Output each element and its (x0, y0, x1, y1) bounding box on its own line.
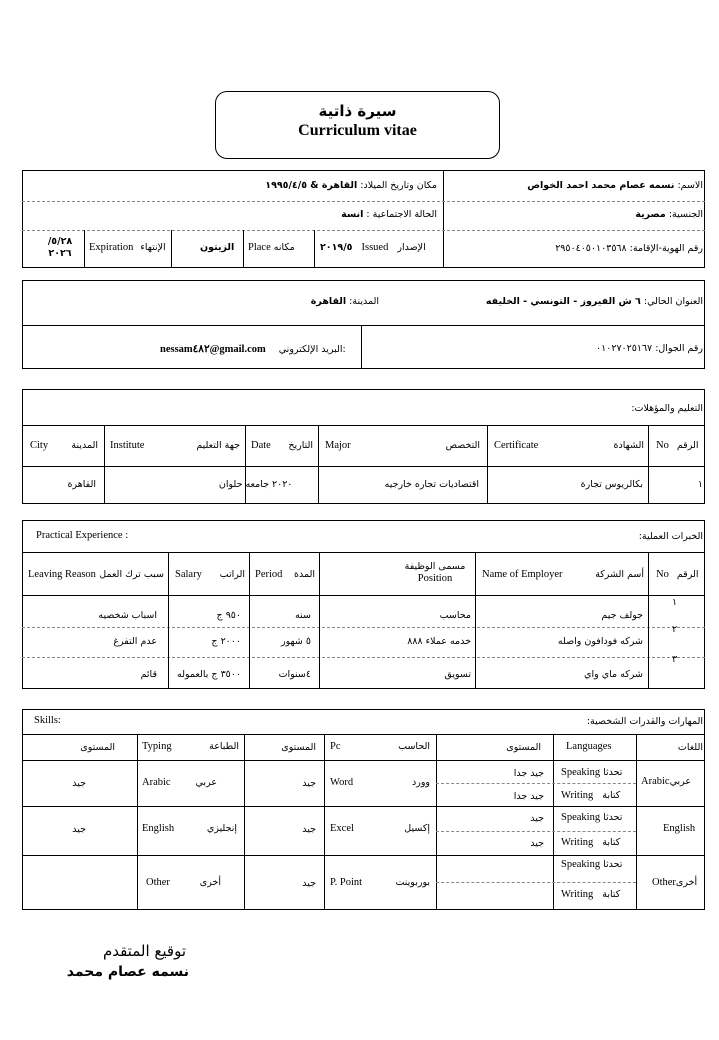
exp-header-position: مسمى الوظيفة Position (404, 561, 466, 584)
skills-label-en: Skills: (34, 715, 61, 726)
pc-2-level: جيد (302, 824, 316, 835)
edu-row-inst: جامعه حلوان (218, 479, 269, 490)
exp-row-1-period: سنه (295, 610, 311, 621)
skills-header-pc: Pc الحاسب (330, 741, 430, 752)
skills-header-lang-en: Languages (566, 741, 612, 752)
nationality-row (635, 209, 703, 220)
city-value: القاهرة (310, 296, 347, 307)
marital-value: انسة (341, 209, 364, 220)
title-box (215, 91, 500, 159)
edu-row-cert: بكالريوس تجارة (580, 479, 643, 490)
id-value: ٢٩٥٠٤٠٥٠١٠٣٥٦٨ (555, 243, 627, 254)
exp-row-1-reason: اسباب شخصيه (98, 610, 157, 621)
lang-3-speaking: Speaking تحدثا (561, 859, 623, 870)
edu-header-date: Date التاريخ (251, 440, 313, 451)
exp-row-1-no: ١ (672, 597, 678, 608)
title-english: Curriculum vitae (298, 122, 417, 139)
email-value: nessam٤٨٢@gmail.com (160, 344, 266, 355)
lang-3-writing: Writing كتابة (561, 889, 621, 900)
nationality-label: الجنسية: (668, 209, 703, 220)
skills-header-typing-level: المستوى (80, 742, 115, 753)
place-value: الزيتون (200, 242, 235, 253)
typing-1-level: جيد (72, 778, 86, 789)
skills-header-lang-level: المستوى (506, 742, 541, 753)
place-label-en: Place (248, 242, 271, 253)
experience-box (22, 520, 705, 689)
exp-row-2-period: ٥ شهور (281, 636, 311, 647)
issue-label-en: Issued (361, 242, 389, 253)
lang-1-name: Arabicعربي (641, 776, 692, 787)
email-row (160, 343, 346, 355)
title-arabic: سيرة ذاتية (318, 102, 397, 120)
mobile-row (596, 343, 703, 354)
lang-1-speaking-level: جيد جدا (513, 768, 544, 779)
expiry-date: /٥/٢٨ ٢٠٢٦ (47, 236, 73, 259)
skills-label-ar: المهارات والقدرات الشخصية: (586, 716, 703, 727)
typing-1: Arabic عربي (142, 777, 217, 788)
exp-header-reason: Leaving Reason سبب ترك العمل (28, 569, 164, 580)
lang-1-writing-level: جيد جدا (513, 791, 544, 802)
issue-cell (320, 242, 440, 253)
signature-label: توقيع المتقدم (102, 942, 186, 960)
exp-row-3-position: تسويق (444, 669, 471, 680)
address-label: العنوان الحالي: (643, 296, 703, 307)
edu-header-inst: Institute جهة التعليم (110, 440, 240, 451)
address-value: ٦ ش الفيروز - التونسي - الخليفه (485, 296, 641, 307)
exp-row-2-employer: شركه فودافون واصله (557, 636, 643, 647)
typing-2-level: جيد (72, 824, 86, 835)
marital-row (341, 209, 437, 220)
mobile-label: رقم الجوال: (655, 343, 703, 354)
lang-1-speaking: Speaking تحدثا (561, 767, 623, 778)
pc-3-level: جيد (302, 878, 316, 889)
exp-row-3-period: ٤سنوات (278, 669, 311, 680)
exp-header-salary: Salary الراتب (175, 569, 245, 580)
exp-header-no: No الرقم (656, 569, 699, 580)
edu-row-date: ٢٠٢٠ (272, 479, 293, 490)
pc-1: Word وورد (330, 777, 430, 788)
exp-row-3-employer: شركه ماي واي (584, 669, 643, 680)
birth-label: مكان وتاريخ الميلاد: (360, 180, 437, 191)
edu-header-cert: Certificate الشهادة (494, 440, 644, 451)
lang-3-name: Otherأخرى (652, 877, 698, 888)
birth-value: القاهرة & ١٩٩٥/٤/٥ (265, 180, 358, 191)
lang-2-writing: Writing كتابة (561, 837, 621, 848)
experience-label-ar: الخبرات العملية: (638, 531, 703, 542)
marital-label: الحالة الاجتماعية : (366, 209, 437, 220)
experience-label-en: Practical Experience : (36, 530, 129, 541)
issue-label-ar: الإصدار (397, 242, 426, 253)
pc-1-level: جيد (302, 778, 316, 789)
edu-row-city: القاهرة (67, 479, 96, 490)
place-label-ar: مكانه (273, 242, 295, 253)
exp-row-1-salary: ٩٥٠ ج (216, 610, 241, 621)
exp-row-2-salary: ٢٠٠٠ ج (211, 636, 241, 647)
expiry-label-en: Expiration (89, 242, 134, 253)
id-row (555, 243, 703, 254)
email-label: البريد الإلكتروني: (278, 344, 346, 355)
name-label: الاسم: (677, 180, 703, 191)
exp-row-3-no: ٣ (672, 654, 678, 665)
exp-header-period: Period المدة (255, 569, 315, 580)
lang-2-speaking-level: جيد (530, 813, 544, 824)
edu-header-major: Major التخصص (325, 440, 480, 451)
city-row (311, 296, 379, 307)
birth-row (265, 180, 437, 191)
exp-row-2-position: خدمه عملاء ٨٨٨ (407, 636, 471, 647)
name-row (527, 180, 703, 191)
pc-2: Excel إكسيل (330, 823, 430, 834)
lang-2-writing-level: جيد (530, 838, 544, 849)
expiry-label-ar: الإنتهاء (140, 242, 166, 253)
skills-header-typing: Typing الطباعة (142, 741, 239, 752)
lang-2-speaking: Speaking تحدثا (561, 812, 623, 823)
exp-row-2-no: ٢ (672, 624, 678, 635)
id-label: رقم الهوية-الإقامة: (629, 243, 703, 254)
exp-header-employer: Name of Employer أسم الشركة (482, 569, 644, 580)
exp-row-3-salary: ٣٥٠٠ ج بالعموله (177, 669, 241, 680)
skills-header-pc-level: المستوى (281, 742, 316, 753)
nationality-value: مصرية (635, 209, 666, 220)
name-value: نسمه عصام محمد احمد الخواص (527, 180, 675, 191)
exp-row-1-position: محاسب (439, 610, 471, 621)
edu-row-no: ١ (697, 479, 703, 490)
issue-date: ٢٠١٩/٥ (320, 242, 353, 253)
place-cell (248, 242, 295, 253)
city-label: المدينة: (349, 296, 379, 307)
lang-2-name: English (663, 823, 696, 834)
edu-header-no: No الرقم (656, 440, 699, 451)
edu-header-city: City المدينة (30, 440, 98, 451)
edu-row-major: اقتصاديات تجاره خارجيه (384, 479, 479, 490)
typing-3: Other أخرى (146, 877, 221, 888)
exp-row-3-reason: قائم (140, 669, 157, 680)
skills-header-lang-ar: اللغات (677, 742, 703, 753)
pc-3: P. Point بوربوينت (330, 877, 430, 888)
exp-row-2-reason: عدم التفرغ (113, 636, 157, 647)
lang-1-writing: Writing كتابة (561, 790, 621, 801)
exp-row-1-employer: جولف جيم (601, 610, 643, 621)
signature-name: نسمه عصام محمد (66, 964, 189, 980)
education-section-label: التعليم والمؤهلات: (631, 403, 703, 414)
address-row (486, 296, 703, 307)
mobile-value: ٠١٠٢٧٠٢٥١٦٧ (596, 343, 653, 354)
typing-2: English إنجليزي (142, 823, 237, 834)
expiry-cell (89, 242, 166, 253)
